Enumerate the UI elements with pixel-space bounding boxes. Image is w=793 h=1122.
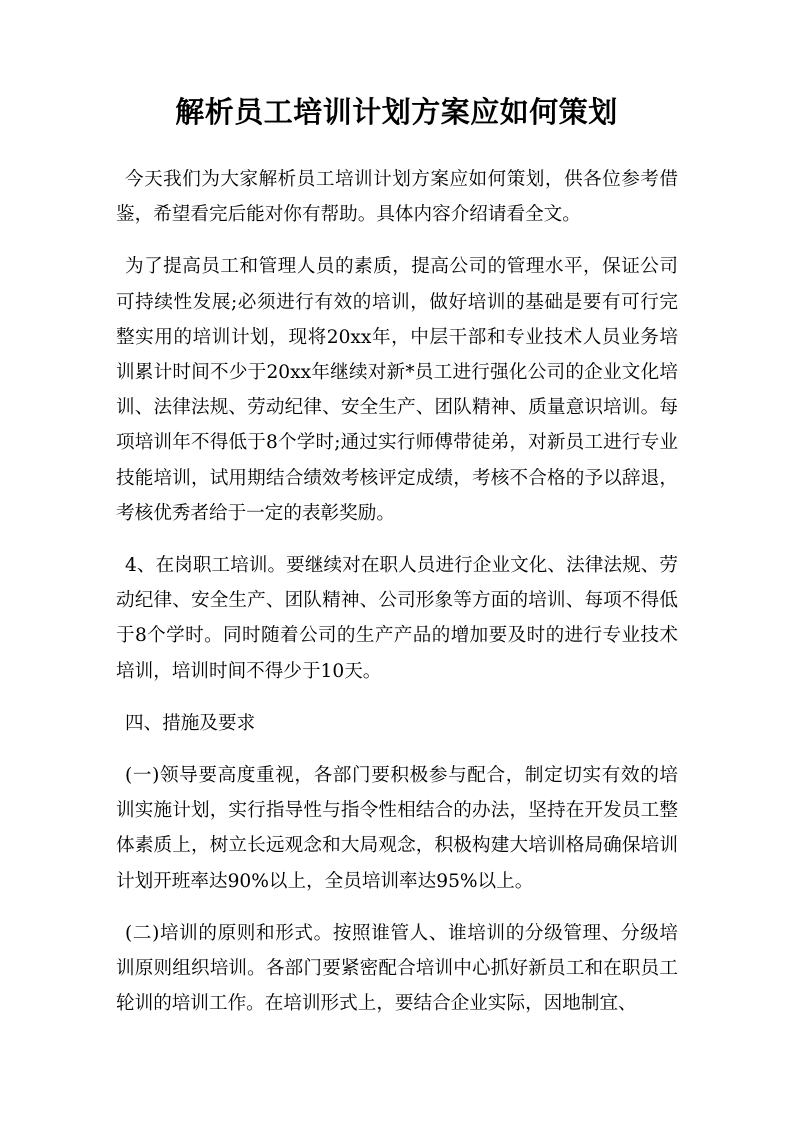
document-title: 解析员工培训计划方案应如何策划 <box>175 95 618 129</box>
paragraph-intro: 今天我们为大家解析员工培训计划方案应如何策划，供各位参考借鉴，希望看完后能对你有帮助。具体内容介绍请看全文。 <box>116 169 678 226</box>
paragraph-purpose: 为了提高员工和管理人员的素质，提高公司的管理水平，保证公司可持续性发展;必须进行有效的培训，做好培训的基础是要有可行完整实用的培训计划，现将20xx年，中层干部和专业技术人员业务培训累计时间不少于20xx年继续对新*员工进行强化公司的企业文化培训、法律法规、劳动纪律、安全生产、团队精神、质量意识培训。每项培训年不得低于8个学时;通过实行师傅带徒弟，对新员工进行专业技能培训，试用期结合绩效考核评定成绩，考核不合格的予以辞退，考核优秀者给于一定的表彰奖励。 <box>116 256 678 524</box>
paragraph-onjob-training: 4、在岗职工培训。要继续对在职人员进行企业文化、法律法规、劳动纪律、安全生产、团队精神、公司形象等方面的培训、每项不得低于8个学时。同时随着公司的生产产品的增加要及时的进行专业技术培训，培训时间不得少于10天。 <box>116 555 678 682</box>
document-body <box>116 162 678 1038</box>
section-heading-measures: 四、措施及要求 <box>125 712 256 734</box>
paragraph-principles: (二)培训的原则和形式。按照谁管人、谁培训的分级管理、分级培训原则组织培训。各部门要紧密配合培训中心抓好新员工和在职员工轮训的培训工作。在培训形式上，要结合企业实际，因地制宜、 <box>116 922 678 1015</box>
paragraph-leadership: (一)领导要高度重视，各部门要积极参与配合，制定切实有效的培训实施计划，实行指导性与指令性相结合的办法，坚持在开发员工整体素质上，树立长远观念和大局观念，积极构建大培训格局确保培训计划开班率达90%以上，全员培训率达95%以上。 <box>116 765 678 892</box>
